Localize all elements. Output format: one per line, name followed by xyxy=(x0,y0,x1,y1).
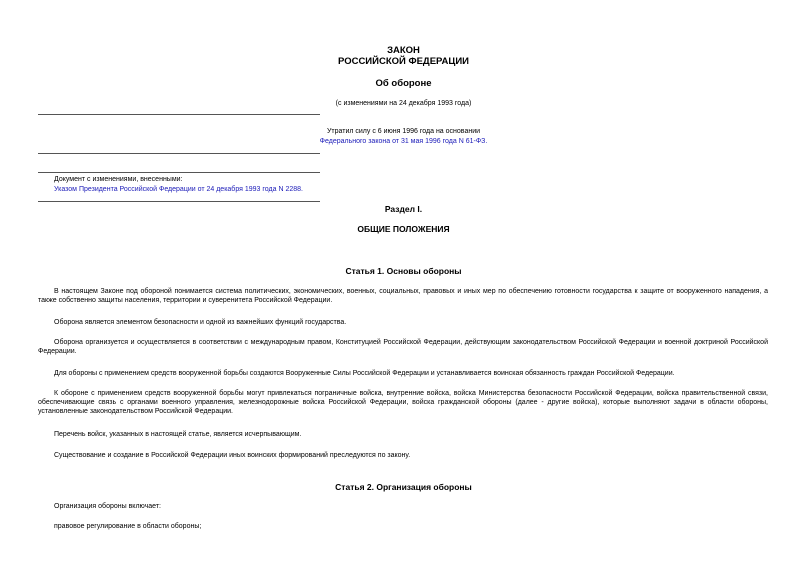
article-1-paragraph-2: Оборона является элементом безопасности и одной из важнейших функций государства. xyxy=(54,319,347,326)
divider-4 xyxy=(38,201,320,202)
article-1-paragraph-1: В настоящем Законе под обороной понимается система политических, экономических, военных, социальных, правовых и иных мер по обеспечению готовности государства к защите от вооруженного нападения, а также собственно защиты населения, территории и суверенитета Российской Федерации. xyxy=(38,288,768,305)
divider-1 xyxy=(38,114,320,115)
amendment-intro: Документ с изменениями, внесенными: xyxy=(54,176,183,183)
section-title: Раздел I. xyxy=(384,204,423,214)
article-1-paragraph-4: Для обороны с применением средств вооруженной борьбы создаются Вооруженные Силы Российской Федерации и устанавливается воинская обязанность граждан Российской Федерации. xyxy=(54,370,675,377)
document-title: Об обороне xyxy=(375,78,432,89)
article-1-paragraph-6: Перечень войск, указанных в настоящей статье, является исчерпывающим. xyxy=(54,431,302,438)
article-1-paragraph-7: Существование и создание в Российской Федерации иных воинских формирований преследуются по закону. xyxy=(54,452,411,459)
divider-3 xyxy=(38,172,320,173)
country-label: РОССИЙСКОЙ ФЕДЕРАЦИИ xyxy=(337,56,469,67)
status-line: Утратил силу с 6 июня 1996 года на основании xyxy=(326,128,481,135)
article-2-paragraph-1: Организация обороны включает: xyxy=(54,503,161,510)
presidential-decree-link[interactable]: Указом Президента Российской Федерации от 24 декабря 1993 года N 2288. xyxy=(54,186,303,193)
article-2-title: Статья 2. Организация обороны xyxy=(335,482,472,492)
law-label: ЗАКОН xyxy=(387,45,420,56)
article-2-paragraph-2: правовое регулирование в области обороны; xyxy=(54,523,202,530)
article-1-title: Статья 1. Основы обороны xyxy=(345,266,462,276)
divider-2 xyxy=(38,153,320,154)
article-1-paragraph-5: К обороне с применением средств вооруженной борьбы могут привлекаться пограничные войска, внутренние войска, войска Министерства безопасности Российской Федерации, войска правительственной связи, обеспечивающие связь с органами военного управления, железнодорожные войска Российской Федерации, войска гражданской обороны (далее - другие войска), которые выполняют задачи в области обороны, установленные законодательством Российской Федерации. xyxy=(38,390,768,416)
article-1-paragraph-3: Оборона организуется и осуществляется в соответствии с международным правом, Конституцией Российской Федерации, действующим законодательством Российской Федерации и военной доктриной Российской Федерации. xyxy=(38,339,768,356)
amendments-note: (с изменениями на 24 декабря 1993 года) xyxy=(335,100,472,107)
section-subtitle: ОБЩИЕ ПОЛОЖЕНИЯ xyxy=(357,224,450,234)
repeal-law-link[interactable]: Федерального закона от 31 мая 1996 года N 61-ФЗ. xyxy=(319,138,488,145)
